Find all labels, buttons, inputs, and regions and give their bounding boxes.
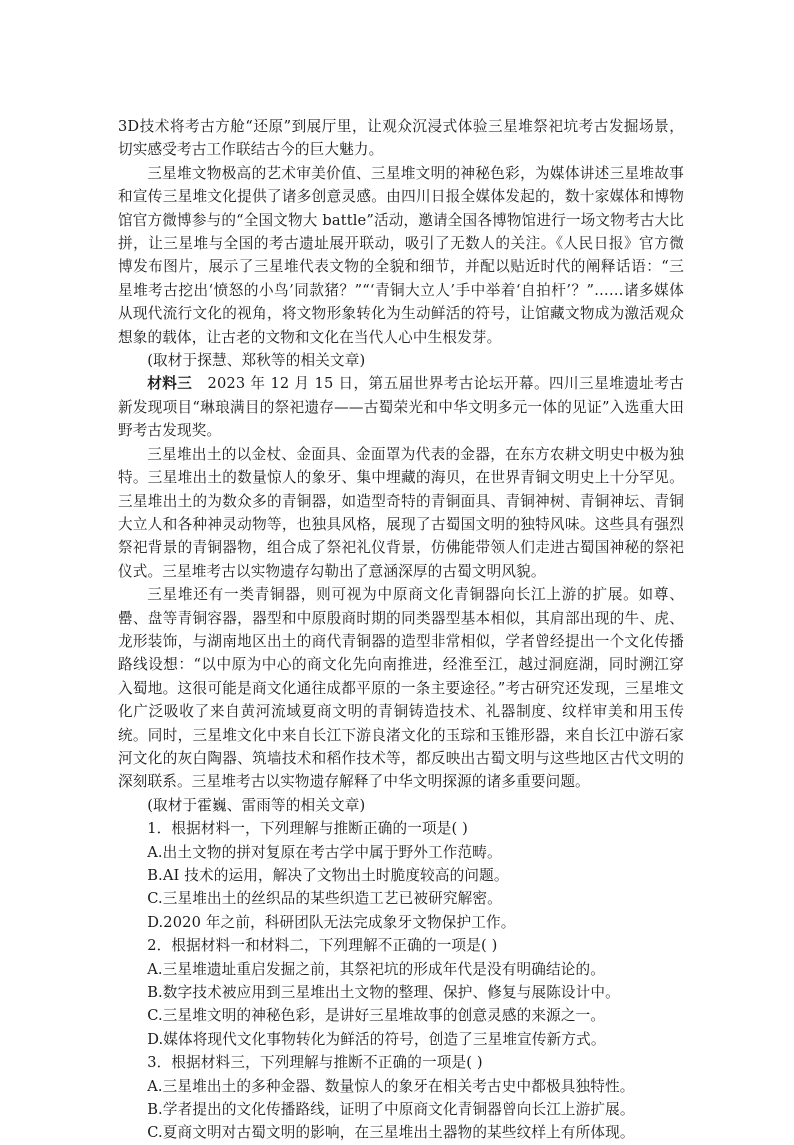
answer-blank: ( ) xyxy=(481,937,498,955)
option-b: B.学者提出的文化传播路线，证明了中原商文化青铜器曾向长江上游扩展。 xyxy=(147,1101,635,1119)
paragraph: 三星堆出土的以金杖、金面具、金面罩为代表的金器，在东方农耕文明史中极为独特。三星堆出土的数量惊人的象牙、集中埋藏的海贝，在世界青铜文明史上十分罕见。三星堆出土的为数众多的青铜器，如造型奇特的青铜面具、青铜神树、青铜神坛、青铜大立人和各种神灵动物等，也独具风格，展现了古蜀国文明的独特风味。这些具有强烈祭祀背景的青铜器物，组合成了祭祀礼仪背景，仿佛能带领人们走进古蜀国神秘的祭祀仪式。三星堆考古以实物遗存勾勒出了意涵深厚的古蜀文明风貌。 xyxy=(118,445,684,580)
paragraph: 三星堆还有一类青铜器，则可视为中原商文化青铜器向长江上游的扩展。如尊、罍、盘等青铜容器，器型和中原殷商时期的同类器型基本相似，其肩部出现的牛、虎、龙形装饰，与湖南地区出土的商代青铜器的造型非常相似，学者曾经提出一个文化传播路线设想：“以中原为中心的商文化先向南推进，经淮至江，越过洞庭湖，同时溯江穿入蜀地。这很可能是商文化通往成都平原的一条主要途径。”考古研究还发现，三星堆文化广泛吸收了来自黄河流域夏商文明的青铜铸造技术、礼器制度、纹样审美和用玉传统。同时，三星堆文化中来自长江下游良渚文化的玉琮和玉锥形器，来自长江中游石家河文化的灰白陶器、筑墙技术和稻作技术等，都反映出古蜀文明与这些地区古代文明的深刻联系。三星堆考古以实物遗存解释了中华文明探源的诸多重要问题。 xyxy=(118,586,684,791)
paragraph: 3D技术将考古方舱“还原”到展厅里，让观众沉浸式体验三星堆祭祀坑考古发掘场景，切实感受考古工作联结古今的巨大魅力。 xyxy=(118,118,684,159)
question-1 xyxy=(118,817,684,934)
paragraph: 三星堆文物极高的艺术审美价值、三星堆文明的神秘色彩，为媒体讲述三星堆故事和宣传三星堆文化提供了诸多创意灵感。由四川日报全媒体发起的，数十家媒体和博物馆官方微博参与的“全国文物大 battle”活动，邀请全国各博物馆进行一场文物考古大比拼，让三星堆与全国的考古遗址展开联动，吸引了无数人的关注。《人民日报》官方微博发布图片，展示了三星堆代表文物的全貌和细节，并配以贴近时代的阐释话语：“三星堆考古挖出‘愤怒的小鸟’同款猪？”“‘青铜大立人’手中举着‘自拍杆’？”……诸多媒体从现代流行文化的视角，将文物形象转化为生动鲜活的符号，让馆藏文物成为激活观众想象的载体，让古老的文物和文化在当代人心中生根发芽。 xyxy=(118,164,684,346)
option-c: C.三星堆出土的丝织品的某些织造工艺已被研究解密。 xyxy=(147,890,502,908)
source-note: (取材于霍巍、雷雨等的相关文章) xyxy=(147,796,366,814)
option-c: C.夏商文明对古蜀文明的影响，在三星堆出土器物的某些纹样上有所体现。 xyxy=(147,1124,635,1142)
question-3 xyxy=(118,1051,684,1145)
option-b: B.数字技术被应用到三星堆出土文物的整理、保护、修复与展陈设计中。 xyxy=(147,984,620,1002)
material-three-intro xyxy=(118,372,684,442)
source-note: (取材于探慧、郑秋等的相关文章) xyxy=(147,352,366,370)
question-2 xyxy=(118,934,684,1051)
material-three-section xyxy=(118,372,684,817)
question-stem: 3．根据材料三，下列理解与推断不正确的一项是( ) xyxy=(147,1054,483,1072)
material-label: 材料三 xyxy=(147,375,193,393)
questions-section xyxy=(118,817,684,1145)
option-d: D.2020 年之前，科研团队无法完成象牙文物保护工作。 xyxy=(147,913,516,931)
option-a: A.三星堆遗址重启发掘之前，其祭祀坑的形成年代是没有明确结论的。 xyxy=(147,960,605,978)
option-c: C.三星堆文明的神秘色彩，是讲好三星堆故事的创意灵感的来源之一。 xyxy=(147,1007,606,1025)
material-two-section xyxy=(118,115,684,372)
answer-blank: ( ) xyxy=(466,1054,483,1072)
option-d: D.媒体将现代文化事物转化为鲜活的符号，创造了三星堆宣传新方式。 xyxy=(147,1030,606,1048)
question-stem: 2．根据材料一和材料二，下列理解不正确的一项是( ) xyxy=(147,937,498,955)
answer-blank: ( ) xyxy=(451,820,468,838)
intro-text: 2023 年 12 月 15 日，第五届世界考古论坛开幕。四川三星堆遗址考古新发现项目“琳琅满目的祭祀遗存——古蜀荣光和中华文明多元一体的见证”入选重大田野考古发现奖。 xyxy=(118,375,684,440)
option-a: A.三星堆出土的多种金器、数量惊人的象牙在相关考古史中都极具独特性。 xyxy=(147,1077,635,1095)
option-a: A.出土文物的拼对复原在考古学中属于野外工作范畴。 xyxy=(147,843,502,861)
question-stem: 1．根据材料一，下列理解与推断正确的一项是( ) xyxy=(147,820,468,838)
option-b: B.AI 技术的运用，解决了文物出土时脆度较高的问题。 xyxy=(147,867,509,884)
